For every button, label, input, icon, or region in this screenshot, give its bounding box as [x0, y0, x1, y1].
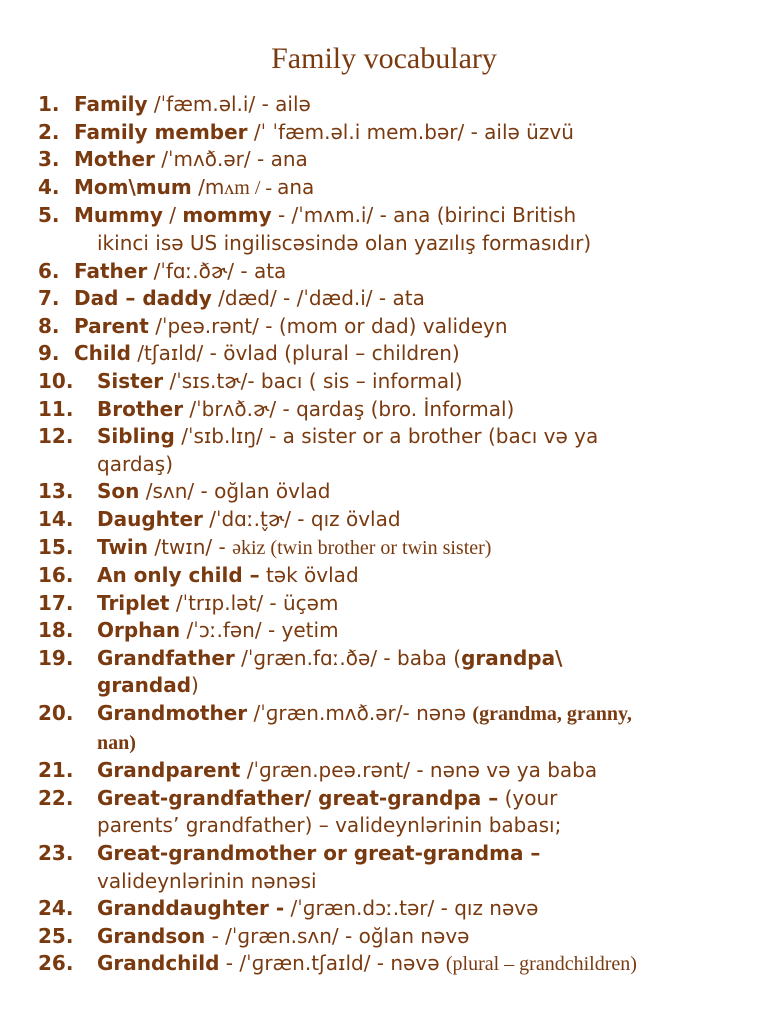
list-item — [38, 285, 748, 313]
vocabulary-list — [38, 91, 748, 979]
list-item — [38, 146, 748, 174]
list-item — [38, 340, 748, 368]
list-item — [38, 313, 748, 341]
item-term: Sibling — [97, 424, 175, 449]
item-continuation: ) — [191, 673, 199, 698]
list-item — [38, 645, 748, 700]
list-item — [38, 534, 748, 563]
item-term: Twin — [97, 534, 149, 559]
item-definition: /ˈpeə.rənt/ - (mom or dad) valideyn — [148, 313, 508, 338]
item-term: Sister — [97, 368, 164, 393]
item-number: 14. — [38, 506, 74, 531]
item-definition: /m — [191, 174, 225, 199]
item-definition: /tʃaɪld/ - övlad (plural – children) — [130, 341, 460, 366]
item-number: 18. — [38, 618, 74, 643]
item-term: Daughter — [97, 506, 203, 531]
item-number: 9. — [38, 341, 60, 366]
list-item — [38, 396, 748, 424]
item-number: 12. — [38, 424, 74, 449]
list-item — [38, 757, 748, 785]
item-definition: - /ˈɡræn.sʌn/ - oğlan nəvə — [205, 923, 470, 948]
item-number: 3. — [38, 147, 60, 172]
item-term: Dad – daddy — [74, 286, 212, 311]
item-number: 1. — [38, 92, 60, 116]
item-term: Grandmother — [97, 701, 248, 726]
item-definition: /ˈtrɪp.lət/ - üçəm — [169, 590, 339, 615]
item-term: Grandfather — [97, 645, 235, 670]
item-definition: /ˈ ˈfæm.əl.i mem.bər/ - ailə üzvü — [247, 119, 574, 144]
item-number: 10. — [38, 368, 74, 393]
item-number: 7. — [38, 286, 60, 311]
item-continuation: nan) — [97, 731, 136, 754]
item-number: 22. — [38, 785, 74, 810]
item-definition-serif: (plural – grandchildren) — [445, 953, 637, 976]
item-definition-serif: əkiz (twin brother or twin sister) — [232, 536, 492, 559]
item-number: 13. — [38, 479, 74, 504]
list-item — [38, 617, 748, 645]
item-term: Family member — [74, 119, 248, 144]
item-continuation: valideynlərinin nənəsi — [97, 868, 317, 893]
item-definition: /ˈɡræn.dɔː.tər/ - qız nəvə — [284, 896, 539, 921]
item-definition: /ˈfæm.əl.i/ - ailə — [147, 92, 311, 116]
item-definition: /ˈbrʌð.ɚ/ - qardaş (bro. İnformal) — [183, 396, 515, 421]
item-number: 24. — [38, 896, 74, 921]
item-definition-serif: ʌm / - — [224, 176, 278, 199]
item-definition: (your — [498, 785, 558, 810]
item-term: Great-grandfather/ great-grandpa – — [97, 785, 499, 810]
page-title: Family vocabulary — [271, 42, 497, 75]
list-item — [38, 562, 748, 590]
item-number: 21. — [38, 758, 74, 783]
item-number: 2. — [38, 119, 60, 144]
item-term: Mom\mum — [74, 174, 192, 199]
list-item — [38, 785, 748, 840]
item-definition: /ˈsɪb.lɪŋ/ - a sister or a brother (bacı və ya — [174, 424, 599, 449]
item-definition: - /ˈmʌm.i/ - ana (birinci British — [271, 203, 577, 228]
item-term-alt: grandpa\ — [461, 645, 563, 670]
item-term: An only child – — [97, 563, 260, 588]
list-item — [38, 840, 748, 895]
item-term: Grandson — [97, 923, 206, 948]
item-term: Parent — [74, 313, 149, 338]
list-item — [38, 700, 748, 757]
item-number: 19. — [38, 645, 74, 670]
item-number: 23. — [38, 841, 74, 866]
item-term: Grandchild — [97, 951, 220, 976]
item-term: Granddaughter - — [97, 896, 285, 921]
item-definition: /ˈɡræn.mʌð.ər/- nənə — [247, 701, 473, 726]
item-definition: /dæd/ - /ˈdæd.i/ - ata — [211, 286, 425, 311]
list-item — [38, 368, 748, 396]
list-item — [38, 923, 748, 951]
item-term: Brother — [97, 396, 184, 421]
item-definition: /ˈfɑː.ðɚ/ - ata — [147, 258, 287, 283]
item-definition: /ˈmʌð.ər/ - ana — [154, 147, 308, 172]
item-continuation: parents’ grandfather) – valideynlərinin babası; — [97, 813, 562, 838]
list-item — [38, 174, 748, 203]
item-term: Mummy — [74, 203, 163, 228]
item-definition: /twɪn/ - — [148, 534, 233, 559]
item-number: 15. — [38, 534, 74, 559]
item-number: 20. — [38, 701, 74, 726]
item-number: 4. — [38, 174, 60, 199]
list-item — [38, 258, 748, 286]
list-item — [38, 423, 748, 478]
item-term: Child — [74, 341, 131, 366]
item-term: Family — [74, 92, 148, 116]
list-item — [38, 950, 748, 979]
item-definition: /ˈɔː.fən/ - yetim — [180, 618, 339, 643]
item-definition: tək övlad — [259, 563, 359, 588]
list-item — [38, 91, 748, 119]
item-continuation: ikinci isə US ingiliscəsində olan yazılış formasıdır) — [97, 230, 592, 255]
list-item — [38, 506, 748, 534]
item-number: 17. — [38, 590, 74, 615]
item-term: Triplet — [97, 590, 170, 615]
item-term: Grandparent — [97, 758, 241, 783]
item-term: Father — [74, 258, 148, 283]
item-definition: /ˈɡræn.fɑː.ðə/ - baba ( — [234, 645, 462, 670]
item-separator: / — [162, 203, 183, 228]
item-term: Son — [97, 479, 140, 504]
item-definition: - /ˈɡræn.tʃaɪld/ - nəvə — [219, 951, 446, 976]
list-item — [38, 119, 748, 147]
item-definition: /ˈɡræn.peə.rənt/ - nənə və ya baba — [240, 758, 598, 783]
item-definition: /ˈdɑː.t̬ɚ/ - qız övlad — [202, 506, 401, 531]
item-number: 11. — [38, 396, 74, 421]
item-definition: /sʌn/ - oğlan övlad — [139, 479, 331, 504]
item-term-alt: mommy — [182, 203, 272, 228]
item-definition: /ˈsɪs.tɚ/- bacı ( sis – informal) — [163, 368, 463, 393]
item-number: 26. — [38, 951, 74, 976]
item-term: Great-grandmother or great-grandma – — [97, 841, 541, 866]
item-term: Orphan — [97, 618, 181, 643]
item-definition-serif: (grandma, granny, — [472, 703, 632, 726]
item-number: 8. — [38, 313, 60, 338]
item-number: 5. — [38, 203, 60, 228]
item-number: 25. — [38, 923, 74, 948]
item-term-alt-continued: grandad — [97, 673, 192, 698]
item-continuation: qardaş) — [97, 451, 173, 476]
item-definition-tail: ana — [277, 174, 315, 199]
item-term: Mother — [74, 147, 155, 172]
item-number: 16. — [38, 563, 74, 588]
list-item — [38, 202, 748, 257]
item-number: 6. — [38, 258, 60, 283]
list-item — [38, 590, 748, 618]
list-item — [38, 478, 748, 506]
list-item — [38, 895, 748, 923]
